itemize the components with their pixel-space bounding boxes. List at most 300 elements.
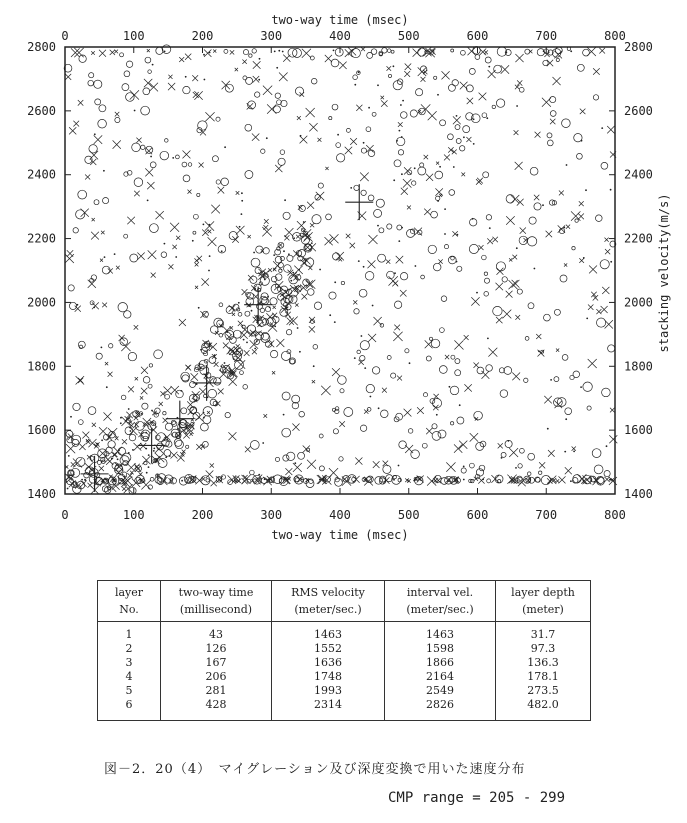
scatter-dot [66,481,68,483]
scatter-cross [501,65,509,73]
scatter-cross [292,424,299,431]
table-row [98,622,591,721]
scatter-circle [556,58,559,61]
scatter-dot [203,412,205,414]
scatter-circle [99,105,106,112]
cell-value: 281 [205,684,227,697]
scatter-dot [156,474,158,476]
y-tick-label-left: 2600 [27,103,56,118]
scatter-cross [112,452,117,457]
x-tick-label-top: 700 [535,29,558,43]
scatter-cross [566,225,570,229]
scatter-circle [492,105,495,108]
scatter-circle [270,350,277,357]
scatter-circle [104,487,111,494]
scatter-circle [118,303,127,312]
scatter-cross [511,195,520,204]
scatter-cross [122,439,127,444]
scatter-cross [293,463,302,472]
scatter-cross [219,370,228,379]
scatter-cross [435,188,443,195]
scatter-cross [386,260,390,264]
scatter-dot [241,200,243,202]
scatter-circle [289,288,298,297]
scatter-circle [76,457,85,466]
scatter-symbols [64,45,617,495]
scatter-cross [300,92,305,97]
scatter-circle [474,411,483,420]
scatter-circle [240,371,244,375]
scatter-cross [171,386,179,394]
scatter-dot [274,51,276,53]
scatter-dot [516,105,518,107]
scatter-cross [547,60,553,66]
scatter-circle [451,49,454,52]
scatter-circle [435,171,443,179]
scatter-cross [394,325,400,331]
scatter-circle [451,256,455,260]
scatter-cross [213,50,216,53]
scatter-cross [100,259,103,262]
layer-velocity-table [97,580,591,721]
scatter-dot [358,71,360,73]
scatter-circle [165,394,170,399]
scatter-dot [282,51,284,53]
scatter-circle [280,286,287,293]
y-tick-label-right: 2200 [624,231,653,246]
scatter-dot [301,479,303,481]
scatter-circle [367,408,371,412]
scatter-cross [79,444,85,450]
scatter-cross [99,50,106,57]
scatter-circle [524,378,528,382]
scatter-cross [297,116,301,120]
scatter-dot [254,288,256,290]
scatter-circle [108,441,115,448]
scatter-cross [350,243,355,249]
x-tick-label-top: 600 [466,29,489,43]
scatter-circle [226,306,233,313]
scatter-cross [85,175,90,180]
scatter-cross [422,47,431,56]
scatter-circle [475,55,480,60]
scatter-cross [470,433,478,442]
scatter-circle [451,355,455,359]
scatter-dot [473,143,475,145]
scatter-circle [149,364,152,367]
table-header-row [98,581,591,622]
cell-value: 43 [209,628,223,641]
scatter-circle [287,255,293,261]
scatter-cross [285,468,292,475]
scatter-circle [518,464,522,468]
scatter-cross [544,396,552,404]
scatter-cross [398,122,403,127]
scatter-dot [259,58,261,60]
scatter-circle [256,246,263,253]
scatter-circle [397,137,405,145]
scatter-cross [91,51,95,55]
scatter-cross [252,349,257,354]
column-interval-vel [385,622,496,721]
scatter-cross [436,162,439,165]
scatter-dot [214,354,216,356]
y-tick-label-right: 2400 [624,167,653,182]
scatter-cross [197,256,202,262]
scatter-circle [103,198,109,204]
scatter-circle [455,125,460,130]
scatter-cross [272,371,275,374]
y-tick-label-left: 2400 [27,167,56,182]
scatter-circle [433,263,441,271]
scatter-circle [421,275,425,279]
scatter-circle [162,45,171,54]
scatter-cross [92,218,95,221]
scatter-cross [426,174,433,181]
scatter-cross [204,50,211,57]
scatter-cross [134,325,139,330]
scatter-cross [364,410,368,414]
scatter-circle [142,403,148,409]
scatter-circle [485,57,491,63]
scatter-dot [243,339,245,341]
cell-value: 2314 [314,698,342,711]
scatter-circle [379,228,384,233]
cmp-range-label: CMP range = 205 - 299 [388,790,566,806]
scatter-circle [525,337,529,341]
scatter-cross [208,237,217,246]
scatter-dot [269,306,271,308]
scatter-dot [409,362,411,364]
scatter-cross [195,414,202,421]
scatter-cross [605,320,613,328]
x-tick-label-bottom: 200 [191,508,214,522]
scatter-circle [482,113,487,118]
scatter-cross [235,68,238,71]
scatter-circle [78,341,85,348]
scatter-cross [605,238,609,242]
scatter-dot [130,430,132,432]
scatter-circle [375,477,383,485]
scatter-circle [372,367,379,374]
scatter-circle [281,100,287,106]
scatter-cross [488,348,497,357]
cell-value: 167 [205,656,227,669]
scatter-circle [463,126,470,133]
scatter-dot [114,253,116,255]
scatter-cross [491,475,499,483]
scatter-circle [280,150,285,155]
scatter-dot [148,466,150,468]
scatter-circle [393,81,402,90]
scatter-dot [570,480,572,482]
scatter-circle [360,425,366,431]
scatter-circle [238,312,242,316]
scatter-cross [82,432,89,439]
cell-value: 2164 [426,670,454,683]
scatter-cross [604,477,609,482]
scatter-circle [470,463,475,468]
scatter-cross [318,138,322,142]
scatter-circle [331,59,339,67]
scatter-circle [418,167,426,175]
scatter-circle [597,318,606,327]
scatter-circle [338,376,347,385]
scatter-circle [183,86,190,93]
scatter-cross [382,388,387,393]
scatter-circle [469,244,478,253]
x-tick-label-top: 300 [260,29,283,43]
scatter-circle [368,195,374,201]
scatter-cross [553,77,561,85]
scatter-cross [413,49,421,57]
scatter-circle [482,255,487,260]
scatter-cross [149,83,158,92]
scatter-circle [534,203,541,210]
scatter-cross [506,291,513,298]
scatter-circle [592,449,601,458]
y-axis-title-right: stacking velocity(m/s) [657,193,671,353]
scatter-cross [496,283,504,291]
scatter-circle [284,265,292,273]
scatter-cross [404,167,411,174]
scatter-dot [463,466,465,468]
scatter-cross [438,259,442,263]
scatter-circle [160,151,169,160]
scatter-circle [124,71,130,77]
scatter-dot [267,296,269,298]
header-line: (millisecond) [179,603,253,616]
scatter-cross [127,217,135,225]
header-line: RMS velocity [291,586,365,599]
scatter-circle [201,423,209,431]
scatter-dot [606,445,608,447]
scatter-circle [469,68,475,74]
scatter-dot [230,370,232,372]
cell-value: 428 [205,698,227,711]
scatter-cross [509,448,518,457]
header-line: layer [114,586,144,599]
scatter-cross [121,342,130,351]
scatter-cross [230,326,233,329]
scatter-cross [454,340,463,349]
scatter-cross [424,155,429,159]
scatter-circle [88,407,96,415]
scatter-circle [477,367,484,374]
scatter-cross [91,232,99,240]
scatter-circle [250,441,259,450]
scatter-cross [210,463,214,467]
scatter-dot [439,166,441,168]
scatter-circle [282,428,291,437]
scatter-dot [195,399,197,401]
scatter-circle [203,416,211,424]
scatter-dot [463,479,465,481]
x-axis-title-bottom: two-way time (msec) [271,528,409,542]
scatter-circle [197,193,200,196]
scatter-cross [506,216,515,225]
scatter-circle [333,253,340,260]
scatter-circle [428,245,436,253]
scatter-circle [150,162,156,168]
scatter-circle [157,433,166,442]
scatter-circle [89,145,97,153]
scatter-circle [78,190,87,199]
scatter-circle [245,171,253,179]
x-tick-label-top: 200 [191,29,214,43]
scatter-circle [539,471,542,474]
scatter-dot [402,100,404,102]
scatter-cross [145,168,153,176]
scatter-circle [495,475,503,483]
scatter-circle [89,73,94,78]
scatter-dot [246,342,248,344]
scatter-circle [600,260,609,269]
scatter-cross [302,49,311,58]
scatter-circle [387,356,391,360]
scatter-cross [607,126,614,133]
scatter-dot [103,170,105,172]
scatter-dot [153,450,155,452]
scatter-circle [163,412,166,415]
scatter-circle [479,465,485,471]
scatter-dot [294,462,296,464]
scatter-circle [306,480,314,488]
cell-value: 2549 [426,684,454,697]
scatter-dot [169,455,171,457]
scatter-circle [423,393,427,397]
cell-value: 2 [125,642,133,655]
scatter-circle [151,421,156,426]
scatter-circle [233,304,239,310]
scatter-circle [372,112,376,116]
scatter-cross [218,187,225,194]
scatter-dot [84,479,86,481]
scatter-cross [127,473,132,478]
scatter-cross [307,202,314,209]
scatter-cross [452,231,457,236]
scatter-circle [224,49,228,53]
scatter-cross [426,428,432,434]
scatter-circle [486,365,493,372]
scatter-circle [596,215,603,222]
scatter-cross [78,100,84,106]
scatter-cross [215,401,220,406]
y-tick-label-left: 1800 [27,359,56,374]
scatter-dot [221,250,223,252]
scatter-circle [243,385,248,390]
scatter-cross [474,363,479,368]
scatter-dot [297,327,299,329]
scatter-cross [211,205,220,214]
scatter-circle [431,339,440,348]
scatter-cross [466,137,471,142]
scatter-circle [194,214,199,219]
scatter-dot [203,224,205,226]
scatter-cross [134,464,140,470]
scatter-cross [559,476,566,483]
scatter-circle [397,79,403,85]
scatter-circle [245,311,250,316]
scatter-cross [368,260,376,268]
scatter-circle [550,111,556,117]
scatter-cross [236,344,240,348]
scatter-dot [398,240,400,242]
scatter-circle [329,292,336,299]
scatter-cross [148,250,157,259]
scatter-dot [141,413,143,415]
scatter-circle [543,60,548,65]
scatter-cross [589,266,597,274]
y-tick-label-right: 1400 [624,487,653,501]
scatter-cross [498,443,503,448]
scatter-cross [128,386,134,392]
scatter-circle [212,156,218,162]
scatter-circle [601,162,608,169]
header-layer-depth [496,581,591,622]
scatter-dot [254,348,256,350]
scatter-circle [444,245,448,249]
scatter-cross [442,71,450,79]
scatter-cross [248,275,254,281]
scatter-circle [319,434,323,438]
x-tick-label-bottom: 300 [260,508,283,522]
scatter-circle [73,228,78,233]
scatter-cross [199,163,204,168]
scatter-circle [281,351,290,360]
scatter-circle [219,333,223,337]
scatter-dot [542,204,544,206]
header-line: layer depth [511,586,575,599]
scatter-cross [546,231,553,238]
scatter-circle [155,435,160,440]
scatter-circle [399,441,407,449]
cell-value: 5 [125,684,133,697]
scatter-circle [250,470,255,475]
scatter-dot [337,134,339,136]
scatter-circle [452,80,458,86]
scatter-circle [278,263,283,268]
scatter-cross [264,414,268,418]
scatter-dot [101,347,103,349]
scatter-circle [245,124,252,131]
scatter-cross [374,317,382,325]
scatter-dot [401,227,403,229]
scatter-cross [229,305,236,312]
scatter-cross [183,151,191,159]
scatter-dot [290,280,292,282]
scatter-cross [468,47,476,55]
scatter-cross [353,476,360,483]
scatter-cross [275,165,282,172]
scatter-circle [448,134,454,140]
scatter-dot [117,458,119,460]
scatter-cross [264,219,269,224]
scatter-cross [306,280,315,289]
scatter-cross [368,334,376,342]
scatter-cross [407,206,411,210]
scatter-circle [527,237,536,246]
cell-value: 6 [125,698,133,711]
scatter-cross [104,412,112,420]
scatter-cross [446,462,455,471]
scatter-circle [333,429,338,434]
scatter-dot [94,133,96,135]
cell-value: 206 [205,670,227,683]
scatter-cross [151,273,156,278]
scatter-circle [203,407,212,416]
scatter-circle [420,163,424,167]
